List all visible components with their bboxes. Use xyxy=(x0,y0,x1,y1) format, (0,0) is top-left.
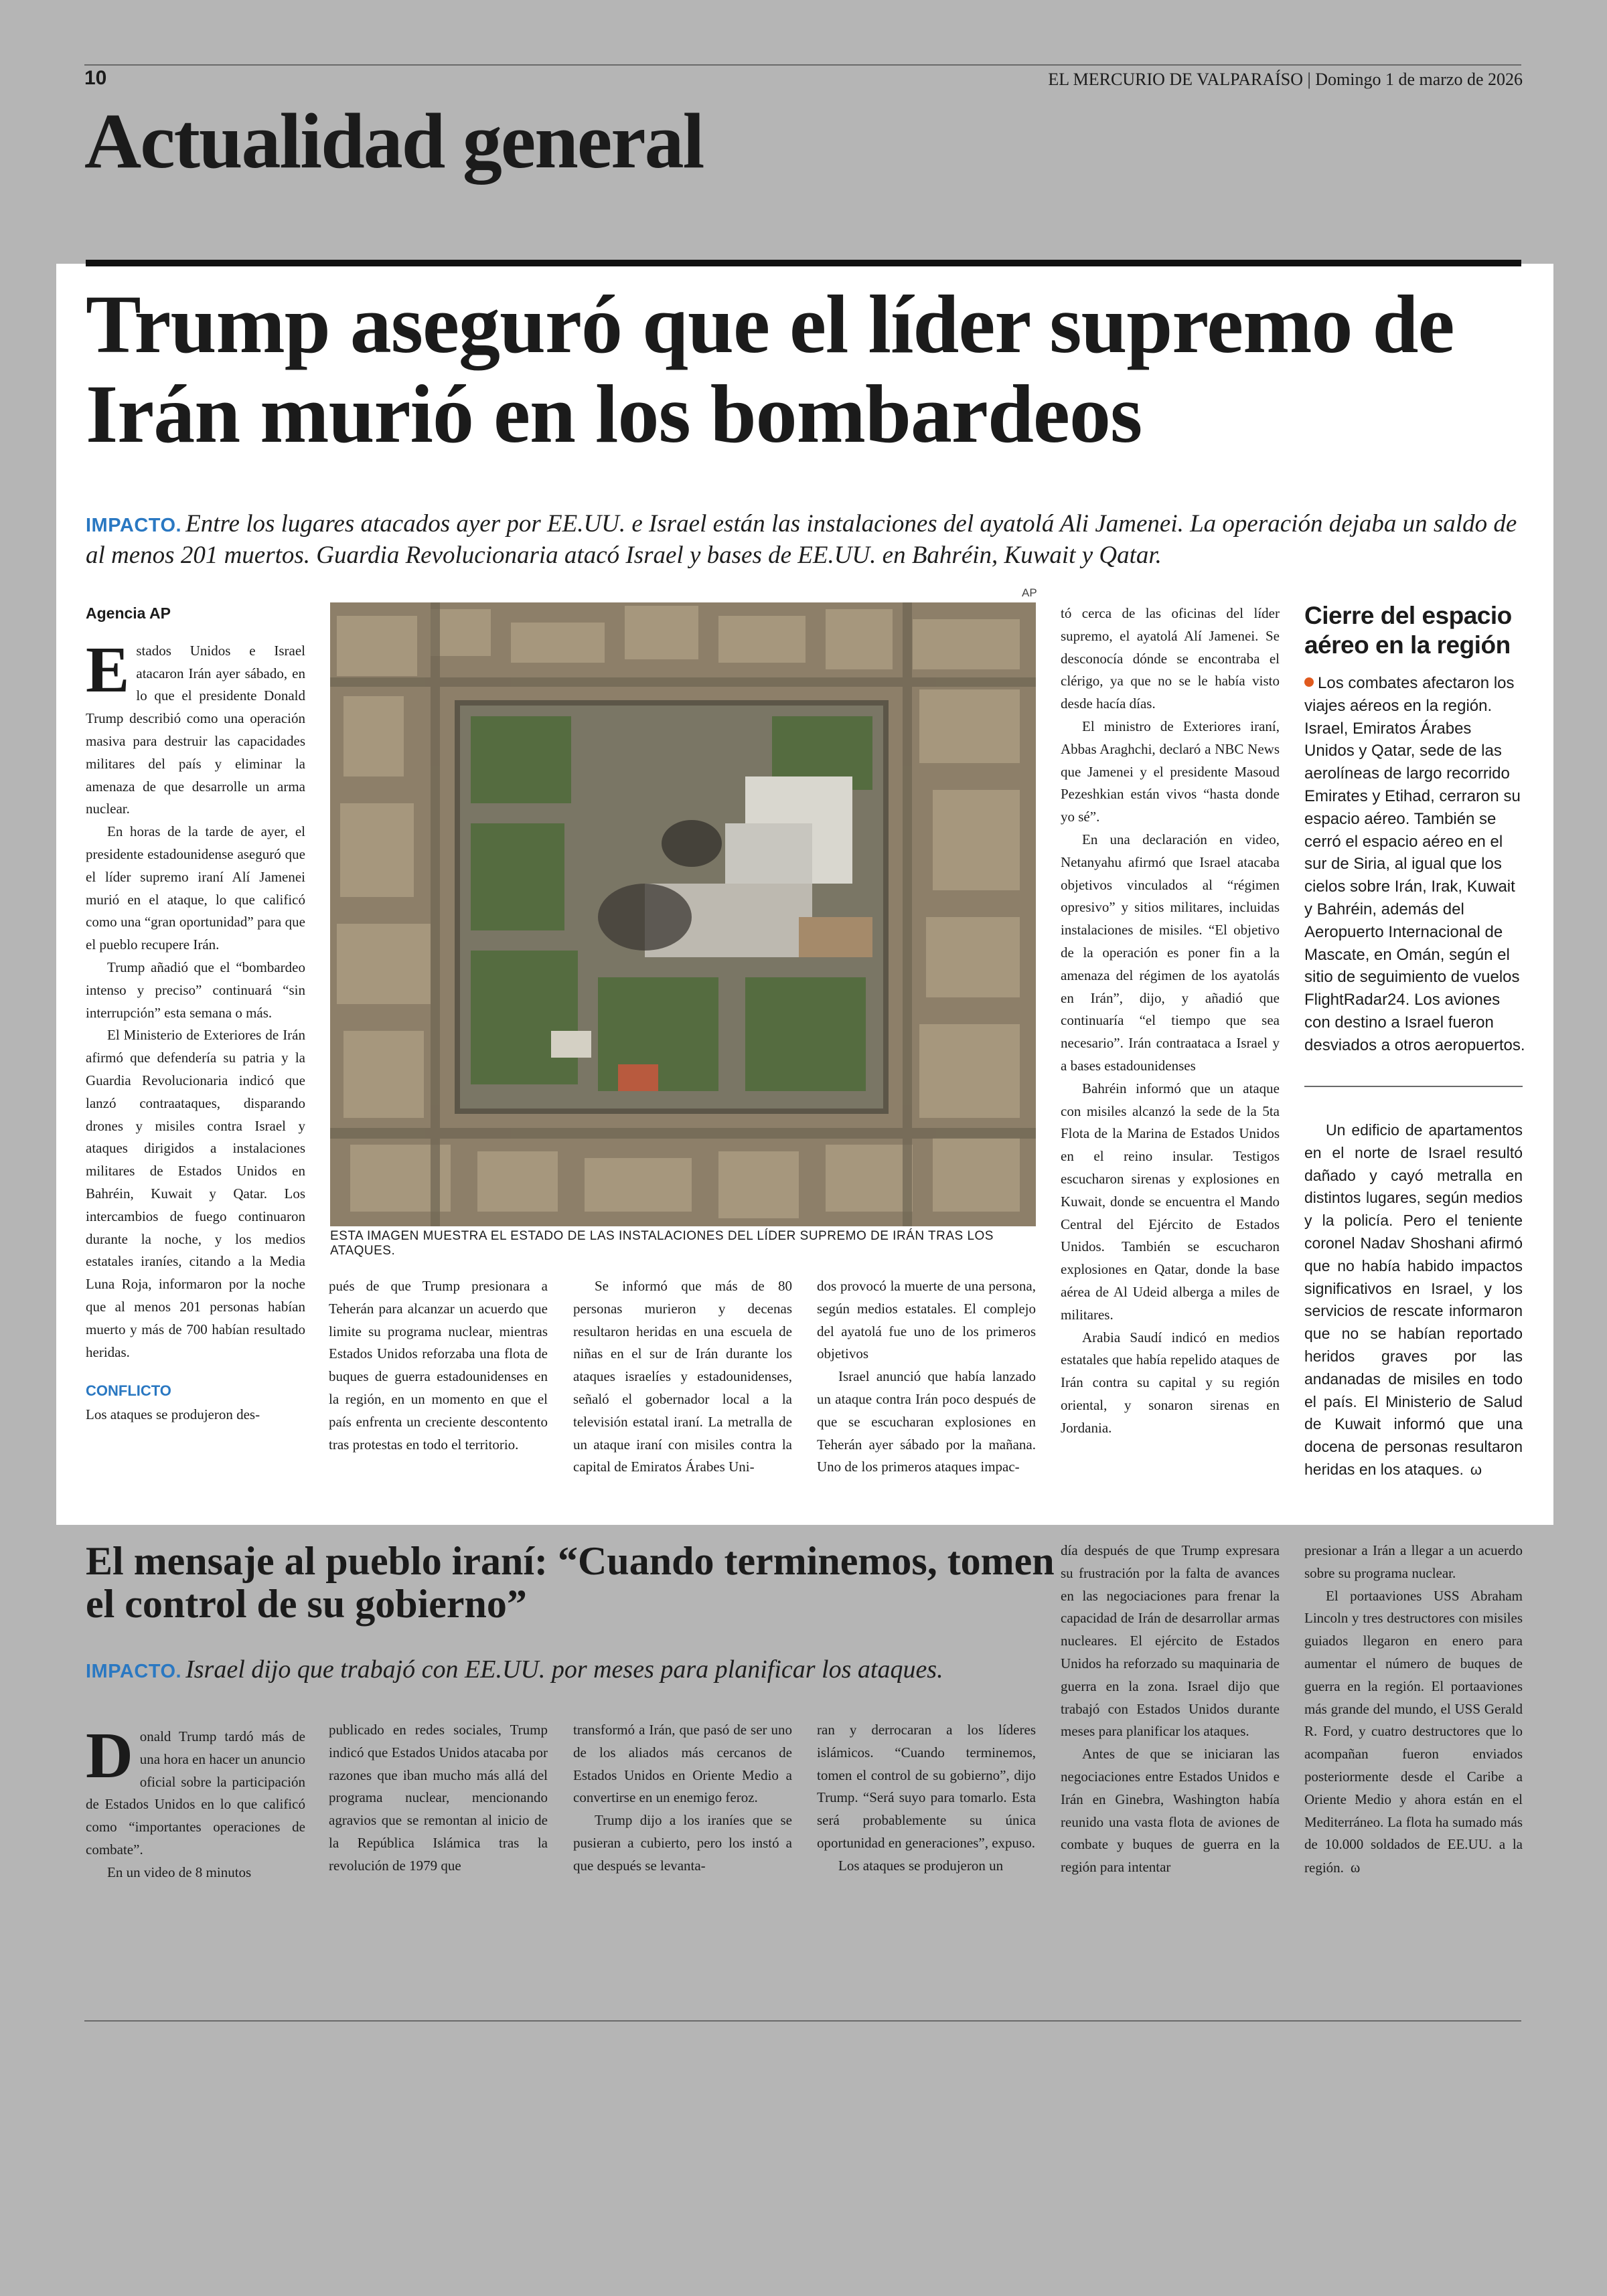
paragraph: onald Trump tardó más de una hora en hacer un anuncio oficial sobre la participación de Estados Unidos en lo que calificó como “importantes operaciones de combate”. xyxy=(86,1728,305,1858)
top-page-rule xyxy=(84,64,1521,66)
paragraph: publicado en redes sociales, Trump indicó que Estados Unidos atacaba por razones que iban mucho más allá del programa nuclear, mencionando agravios que se remontan al inicio de la República Islámica tras la revolución de 1979 que xyxy=(329,1722,548,1874)
paragraph: Los ataques se produjeron un xyxy=(838,1857,1004,1874)
article-column-6 xyxy=(1304,1119,1523,1481)
photo-caption: ESTA IMAGEN MUESTRA EL ESTADO DE LAS INSTALACIONES DEL LÍDER SUPREMO DE IRÁN TRAS LOS ATAQUES. xyxy=(330,1229,994,1258)
page-number: 10 xyxy=(84,67,107,89)
paragraph: Se informó que más de 80 personas murieron y decenas resultaron heridas en una escuela de niñas en el sur de Irán durante los ataques israelíes y estadounidenses, señaló el gobernador local a la televisión estatal iraní. La metralla de un ataque iraní con misiles contra la capital de Emiratos Árabes Uni- xyxy=(573,1278,792,1475)
deck-text: Entre los lugares atacados ayer por EE.UU. e Israel están las instalaciones del ayatolá Ali Jamenei. La operación dejaba un saldo de al menos 201 muertos. Guardia Revolucionaria atacó Israel y bases de EE.UU. en Bahréin, Kuwait y Qatar. xyxy=(86,510,1517,569)
section-title: Actualidad general xyxy=(84,97,704,185)
second-column-6 xyxy=(1304,1540,1523,1880)
sidebar-body: Los combates afectaron los viajes aéreos en la región. Israel, Emiratos Árabes Unidos y Qatar, sede de las aerolíneas de largo recorrido Emirates y Etihad, cerraron su espacio aéreo. También se cerró el espacio aéreo en el sur de Siria, al igual que los cielos sobre Irán, Irak, Kuwait y Bahréin, además del Aeropuerto Internacional de Mascate, en Omán, según el sitio de seguimiento de vuelos FlightRadar24. Los aviones con destino a Israel fueron desviados a otros aeropuertos. xyxy=(1304,674,1525,1054)
article-top-rule xyxy=(86,260,1521,266)
second-column-2 xyxy=(329,1719,548,1878)
paragraph: Trump dijo a los iraníes que se pusieran a cubierto, pero los instó a que después se levanta- xyxy=(573,1812,792,1874)
paragraph: Trump añadió que el “bombardeo intenso y preciso” continuará “sin interrupción” esta semana o más. xyxy=(86,959,305,1021)
paragraph: día después de que Trump expresara su frustración por la falta de avances en las negociaciones para frenar la capacidad de Irán de desarrollar armas nucleares. El ejército de Estados Unidos ha reforzado su maquinaria de guerra en la zona. Israel dijo que trabajó con Estados Unidos durante meses para planificar los ataques. xyxy=(1061,1542,1280,1740)
second-article-deck xyxy=(86,1653,1057,1686)
drop-cap: E xyxy=(86,633,130,706)
bullet-dot-icon xyxy=(1304,677,1314,687)
paragraph: Antes de que se iniciaran las negociaciones entre Estados Unidos e Irán en Ginebra, Washington había reunido una vasta flota de aviones de combate y buques de guerra en la región para intentar xyxy=(1061,1746,1280,1876)
deck-text: Israel dijo que trabajó con EE.UU. por meses para planificar los ataques. xyxy=(185,1655,943,1684)
paragraph: ran y derrocaran a los líderes islámicos. “Cuando terminemos, tomen el control de su gobierno”, dijo Trump. “Será suyo para tomarlo. Esta será probablemente su única oportunidad en generaciones”, expuso. xyxy=(817,1722,1036,1851)
paragraph xyxy=(1304,1585,1523,1880)
paragraph: El ministro de Exteriores iraní, Abbas Araghchi, declaró a NBC News que Jamenei y el presidente Masoud Pezeshkian están vivos “hasta donde yo sé”. xyxy=(1061,718,1280,825)
article-column-2 xyxy=(329,1275,548,1456)
paragraph: Arabia Saudí indicó en medios estatales que había repelido ataques de Irán contra su capital y su región oriental, y sonaron sirenas en Jordania. xyxy=(1061,1329,1280,1436)
paragraph xyxy=(1304,1119,1523,1481)
end-mark: ω xyxy=(1350,1859,1361,1876)
masthead: EL MERCURIO DE VALPARAÍSO | Domingo 1 de marzo de 2026 xyxy=(1048,70,1523,89)
paragraph: tó cerca de las oficinas del líder supremo, el ayatolá Alí Jamenei. Se desconocía dónde se encontraba el clérigo, ya que no se le había visto desde hacía días. xyxy=(1061,605,1280,712)
paragraph: El Ministerio de Exteriores de Irán afirmó que defendería su patria y la Guardia Revolucionaria indicó que lanzó contraataques, disparando drones y misiles contra Israel y ataques dirigidos a instalaciones militares de Estados Unidos en Bahréin, Kuwait y Qatar. Los intercambios de fuego continuaron durante la noche, y los medios estatales iraníes, citando a la Media Luna Roja, informaron por la noche que al menos 201 personas habían muerto y más de 700 habían resultado heridas. xyxy=(86,1027,305,1360)
paragraph: En horas de la tarde de ayer, el presidente estadounidense aseguró que el líder supremo iraní Alí Jamenei murió en el ataque, lo que calificó como una “gran oportunidad” para que el pueblo recupere Irán. xyxy=(86,823,305,953)
paragraph: dos provocó la muerte de una persona, según medios estatales. El complejo del ayatolá fue uno de los primeros objetivos xyxy=(817,1278,1036,1362)
photo-credit: AP xyxy=(1022,586,1037,599)
deck-kicker: IMPACTO. xyxy=(86,1661,182,1682)
second-column-3 xyxy=(573,1719,792,1878)
paragraph: stados Unidos e Israel atacaron Irán ayer sábado, en lo que el presidente Donald Trump describió como una operación masiva para destruir las capacidades militares del país y eliminar la amenaza de que desarrolle un arma nuclear. xyxy=(86,642,305,817)
paragraph: Los ataques se produjeron des- xyxy=(86,1406,260,1423)
bottom-page-rule xyxy=(84,2020,1521,2022)
paragraph: presionar a Irán a llegar a un acuerdo sobre su programa nuclear. xyxy=(1304,1542,1523,1581)
article-column-4 xyxy=(817,1275,1036,1479)
end-mark: ω xyxy=(1470,1461,1482,1478)
article-column-3 xyxy=(573,1275,792,1479)
article-deck xyxy=(86,509,1525,572)
paragraph: transformó a Irán, que pasó de ser uno de los aliados más cercanos de Estados Unidos en Oriente Medio a convertirse en un enemigo feroz. xyxy=(573,1722,792,1806)
article-column-5 xyxy=(1061,602,1280,1439)
paragraph-text: Un edificio de apartamentos en el norte de Israel resultó dañado y cayó metralla en distintos lugares, según medios y la policía. Pero el teniente coronel Nadav Shoshani afirmó que no había habido impactos significativos en Israel, y los servicios de rescate informaron que no se habían reportado heridos graves por las andanadas de misiles en todo el país. El Ministerio de Salud de Kuwait informó que una docena de personas resultaron heridas en los ataques. xyxy=(1304,1121,1523,1478)
aerial-photo-image xyxy=(330,602,1036,1226)
byline: Agencia AP xyxy=(86,604,171,622)
article-headline: Trump aseguró que el líder supremo de Irán murió en los bombardeos xyxy=(86,278,1454,460)
drop-cap: D xyxy=(86,1720,133,1792)
aerial-photo xyxy=(330,602,1036,1226)
paragraph: pués de que Trump presionara a Teherán para alcanzar un acuerdo que limite su programa nuclear, mientras Estados Unidos reforzaba una flota de buques de guerra estadounidenses en la región, en un momento en que el país enfrenta un creciente descontento tras protestas en todo el territorio. xyxy=(329,1278,548,1453)
paragraph: En un video de 8 minutos xyxy=(107,1864,252,1880)
second-column-5 xyxy=(1061,1540,1280,1879)
second-article-headline: El mensaje al pueblo iraní: “Cuando terminemos, tomen el control de su gobierno” xyxy=(86,1539,1055,1627)
sidebar-title: Cierre del espacio aéreo en la región xyxy=(1304,602,1512,659)
paragraph: En una declaración en video, Netanyahu afirmó que Israel atacaba objetivos vinculados al “régimen opresivo” y sitios militares, incluidas instalaciones de misiles. “El objetivo de la operación es poner fin a la amenaza del régimen de los ayatolás en Irán”, dijo, y añadió que continuaría “el tiempo que sea necesario”. Irán contraataca a Israel y a bases estadounidenses xyxy=(1061,831,1280,1074)
paragraph-text: El portaaviones USS Abraham Lincoln y tres destructores con misiles guiados llegaron en enero para aumentar el número de buques de guerra en la región. El portaaviones más grande del mundo, el USS Gerald R. Ford, y cuatro destructores que lo acompañan fueron enviados posteriormente desde el Caribe a Oriente Medio y ahora están en el Mediterráneo. La flota ha sumado más de 10.000 soldados de EE.UU. a la región. xyxy=(1304,1587,1523,1876)
second-column-1 xyxy=(86,1720,305,1884)
sidebar-text xyxy=(1304,672,1525,1057)
paragraph: Israel anunció que había lanzado un ataque contra Irán poco después de que se escucharan explosiones en Teherán ayer sábado por la mañana. Uno de los primeros ataques impac- xyxy=(817,1368,1036,1475)
deck-kicker: IMPACTO. xyxy=(86,515,182,536)
sidebar-divider xyxy=(1304,1086,1523,1087)
subhead-conflicto: CONFLICTO xyxy=(86,1382,171,1400)
second-column-4 xyxy=(817,1719,1036,1878)
paragraph: Bahréin informó que un ataque con misiles alcanzó la sede de la 5ta Flota de la Marina de Estados Unidos en el reino insular. Testigos escucharon sirenas y explosiones en Kuwait, donde se encuentra el Mando Central del Ejército de Estados Unidos. También se escucharon explosiones en Qatar, donde la base aérea de Al Udeid alberga a miles de militares. xyxy=(1061,1080,1280,1323)
article-column-1 xyxy=(86,602,305,1426)
